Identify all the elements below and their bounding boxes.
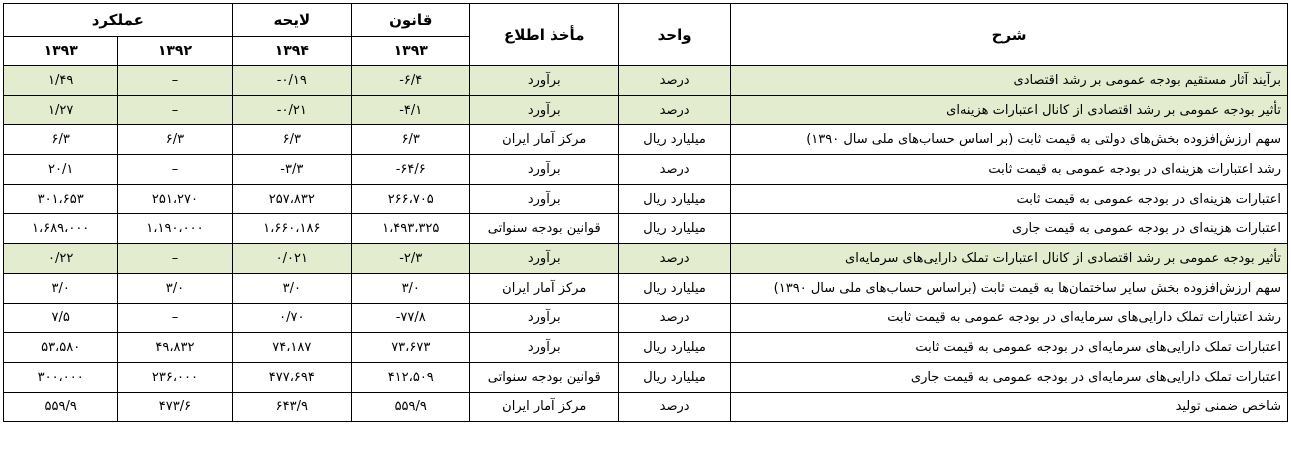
header-perf-year-2: ۱۳۹۳ bbox=[4, 37, 118, 66]
header-perf-year-1: ۱۳۹۲ bbox=[118, 37, 232, 66]
cell-bill: ۲۵۷،۸۳۲ bbox=[232, 184, 351, 214]
cell-perf-1393: ۵۳،۵۸۰ bbox=[4, 333, 118, 363]
cell-perf-1392: – bbox=[118, 155, 232, 185]
cell-description: اعتبارات هزینه‌ای در بودجه عمومی به قیمت ثابت bbox=[731, 184, 1288, 214]
table-row bbox=[4, 214, 1288, 244]
cell-unit: درصد bbox=[619, 95, 731, 125]
table-row bbox=[4, 273, 1288, 303]
table-row bbox=[4, 125, 1288, 155]
cell-bill: ۰/۰۲۱ bbox=[232, 244, 351, 274]
cell-perf-1393: ۳۰۰،۰۰۰ bbox=[4, 362, 118, 392]
table-row bbox=[4, 333, 1288, 363]
cell-description: برآیند آثار مستقیم بودجه عمومی بر رشد اقتصادی bbox=[731, 66, 1288, 96]
header-description: شرح bbox=[731, 4, 1288, 66]
cell-unit: درصد bbox=[619, 244, 731, 274]
table-row bbox=[4, 95, 1288, 125]
cell-bill: ۳/۰ bbox=[232, 273, 351, 303]
header-law-year: ۱۳۹۳ bbox=[352, 37, 470, 66]
cell-description: تأثیر بودجه عمومی بر رشد اقتصادی از کانال اعتبارات هزینه‌ای bbox=[731, 95, 1288, 125]
cell-perf-1393: ۷/۵ bbox=[4, 303, 118, 333]
cell-perf-1393: ۰/۲۲ bbox=[4, 244, 118, 274]
header-bill-year: ۱۳۹۴ bbox=[232, 37, 351, 66]
cell-bill: -۰/۲۱ bbox=[232, 95, 351, 125]
cell-law: -۲/۳ bbox=[352, 244, 470, 274]
cell-law: -۴/۱ bbox=[352, 95, 470, 125]
table-row bbox=[4, 244, 1288, 274]
cell-perf-1393: ۵۵۹/۹ bbox=[4, 392, 118, 422]
cell-perf-1393: ۶/۳ bbox=[4, 125, 118, 155]
cell-description: سهم ارزش‌افزوده بخش سایر ساختمان‌ها به قیمت ثابت (براساس حساب‌های ملی سال ۱۳۹۰) bbox=[731, 273, 1288, 303]
cell-law: ۳/۰ bbox=[352, 273, 470, 303]
cell-source: برآورد bbox=[470, 66, 619, 96]
cell-unit: میلیارد ریال bbox=[619, 362, 731, 392]
cell-source: برآورد bbox=[470, 303, 619, 333]
cell-source: قوانین بودجه سنواتی bbox=[470, 362, 619, 392]
cell-description: اعتبارات تملک دارایی‌های سرمایه‌ای در بودجه عمومی به قیمت ثابت bbox=[731, 333, 1288, 363]
table-row bbox=[4, 392, 1288, 422]
cell-law: ۴۱۲،۵۰۹ bbox=[352, 362, 470, 392]
cell-bill: ۰/۷۰ bbox=[232, 303, 351, 333]
cell-perf-1392: ۱،۱۹۰،۰۰۰ bbox=[118, 214, 232, 244]
cell-bill: ۱،۶۶۰،۱۸۶ bbox=[232, 214, 351, 244]
cell-source: مرکز آمار ایران bbox=[470, 125, 619, 155]
cell-perf-1392: – bbox=[118, 66, 232, 96]
cell-perf-1393: ۳۰۱،۶۵۳ bbox=[4, 184, 118, 214]
cell-source: مرکز آمار ایران bbox=[470, 392, 619, 422]
cell-bill: ۶/۳ bbox=[232, 125, 351, 155]
cell-unit: درصد bbox=[619, 303, 731, 333]
cell-bill: ۶۴۳/۹ bbox=[232, 392, 351, 422]
header-source: مأخذ اطلاع bbox=[470, 4, 619, 66]
cell-perf-1392: ۶/۳ bbox=[118, 125, 232, 155]
cell-bill: ۷۴،۱۸۷ bbox=[232, 333, 351, 363]
cell-unit: درصد bbox=[619, 392, 731, 422]
cell-law: -۶۴/۶ bbox=[352, 155, 470, 185]
cell-perf-1393: ۱،۶۸۹،۰۰۰ bbox=[4, 214, 118, 244]
cell-bill: ۴۷۷،۶۹۴ bbox=[232, 362, 351, 392]
header-unit: واحد bbox=[619, 4, 731, 66]
cell-law: ۵۵۹/۹ bbox=[352, 392, 470, 422]
cell-bill: -۰/۱۹ bbox=[232, 66, 351, 96]
cell-source: برآورد bbox=[470, 95, 619, 125]
cell-law: -۶/۴ bbox=[352, 66, 470, 96]
cell-source: مرکز آمار ایران bbox=[470, 273, 619, 303]
cell-perf-1392: – bbox=[118, 244, 232, 274]
cell-unit: میلیارد ریال bbox=[619, 184, 731, 214]
cell-unit: میلیارد ریال bbox=[619, 333, 731, 363]
cell-unit: درصد bbox=[619, 66, 731, 96]
cell-perf-1392: – bbox=[118, 95, 232, 125]
header-law: قانون bbox=[352, 4, 470, 37]
cell-unit: میلیارد ریال bbox=[619, 214, 731, 244]
cell-bill: -۳/۳ bbox=[232, 155, 351, 185]
header-bill: لایحه bbox=[232, 4, 351, 37]
cell-unit: درصد bbox=[619, 155, 731, 185]
cell-perf-1392: ۴۷۳/۶ bbox=[118, 392, 232, 422]
cell-source: قوانین بودجه سنواتی bbox=[470, 214, 619, 244]
cell-law: ۶/۳ bbox=[352, 125, 470, 155]
table-row bbox=[4, 184, 1288, 214]
budget-table bbox=[3, 3, 1288, 422]
cell-perf-1393: ۱/۴۹ bbox=[4, 66, 118, 96]
cell-source: برآورد bbox=[470, 244, 619, 274]
cell-perf-1393: ۲۰/۱ bbox=[4, 155, 118, 185]
table-row bbox=[4, 155, 1288, 185]
cell-law: ۱،۴۹۳،۳۲۵ bbox=[352, 214, 470, 244]
cell-perf-1393: ۳/۰ bbox=[4, 273, 118, 303]
cell-source: برآورد bbox=[470, 333, 619, 363]
cell-description: تأثیر بودجه عمومی بر رشد اقتصادی از کانال اعتبارات تملک دارایی‌های سرمایه‌ای bbox=[731, 244, 1288, 274]
cell-law: ۲۶۶،۷۰۵ bbox=[352, 184, 470, 214]
cell-source: برآورد bbox=[470, 184, 619, 214]
table-body bbox=[4, 66, 1288, 422]
cell-law: ۷۳،۶۷۳ bbox=[352, 333, 470, 363]
cell-law: -۷۷/۸ bbox=[352, 303, 470, 333]
cell-description: رشد اعتبارات تملک دارایی‌های سرمایه‌ای در بودجه عمومی به قیمت ثابت bbox=[731, 303, 1288, 333]
cell-description: اعتبارات تملک دارایی‌های سرمایه‌ای در بودجه عمومی به قیمت جاری bbox=[731, 362, 1288, 392]
header-performance: عملکرد bbox=[4, 4, 233, 37]
cell-perf-1392: ۲۵۱،۲۷۰ bbox=[118, 184, 232, 214]
cell-perf-1392: – bbox=[118, 303, 232, 333]
cell-perf-1392: ۲۳۶،۰۰۰ bbox=[118, 362, 232, 392]
cell-description: اعتبارات هزینه‌ای در بودجه عمومی به قیمت جاری bbox=[731, 214, 1288, 244]
cell-unit: میلیارد ریال bbox=[619, 273, 731, 303]
table-row bbox=[4, 362, 1288, 392]
table-row bbox=[4, 303, 1288, 333]
cell-source: برآورد bbox=[470, 155, 619, 185]
cell-description: شاخص ضمنی تولید bbox=[731, 392, 1288, 422]
cell-perf-1392: ۴۹،۸۳۲ bbox=[118, 333, 232, 363]
cell-unit: میلیارد ریال bbox=[619, 125, 731, 155]
cell-description: رشد اعتبارات هزینه‌ای در بودجه عمومی به قیمت ثابت bbox=[731, 155, 1288, 185]
table-row bbox=[4, 66, 1288, 96]
cell-perf-1392: ۳/۰ bbox=[118, 273, 232, 303]
cell-perf-1393: ۱/۲۷ bbox=[4, 95, 118, 125]
cell-description: سهم ارزش‌افزوده بخش‌های دولتی به قیمت ثابت (بر اساس حساب‌های ملی سال ۱۳۹۰) bbox=[731, 125, 1288, 155]
